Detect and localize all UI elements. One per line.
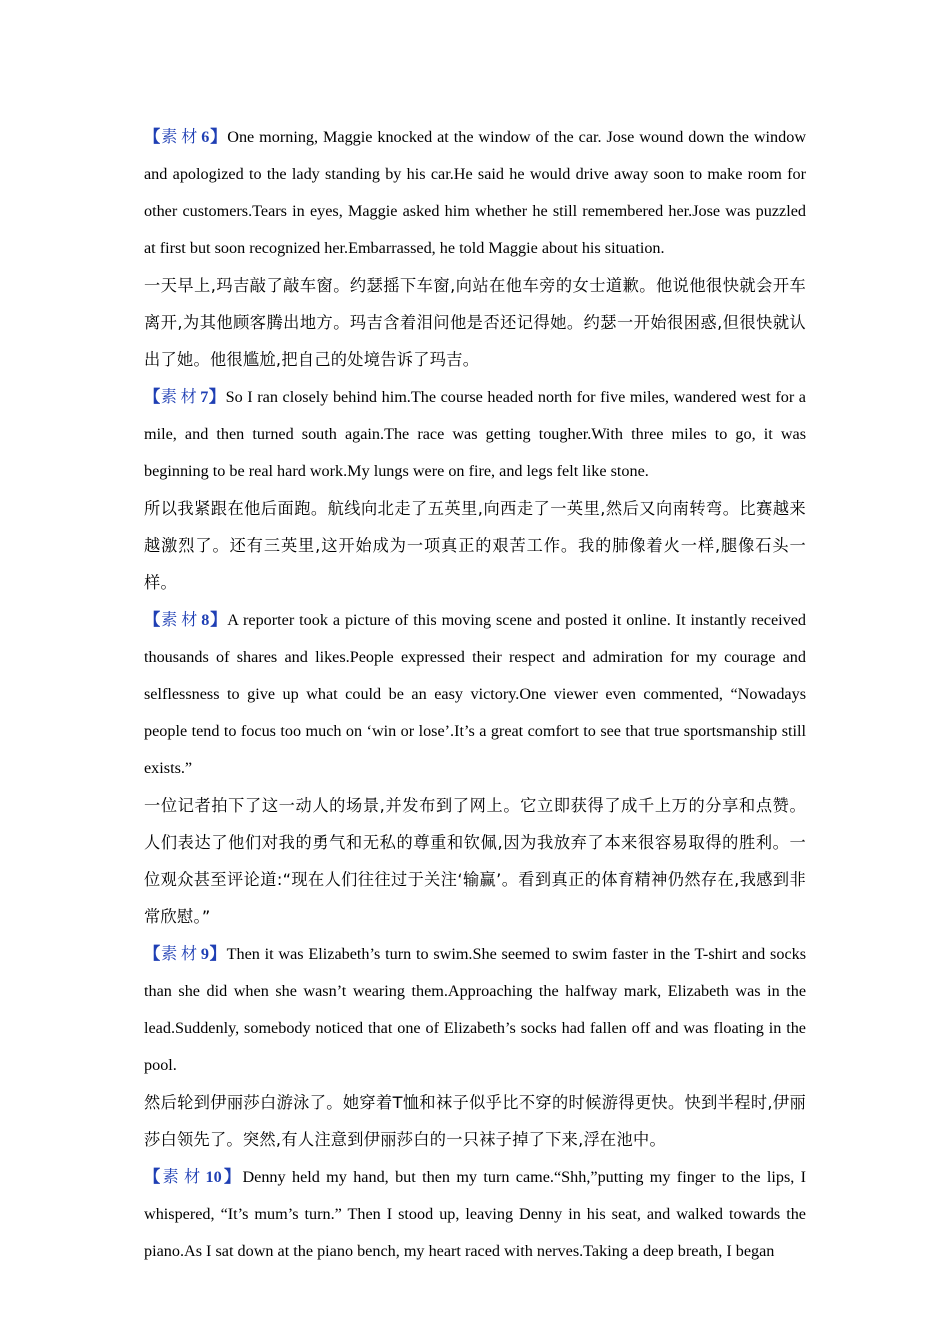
material-english-text: Then it was Elizabeth’s turn to swim.She seemed to swim faster in the T-shirt and socks than she did when she wasn’t wearing them.Approaching the halfway mark, Elizabeth was in the lead.Suddenly, somebody noticed that one of Elizabeth’s socks had fallen off and was floating in the pool. (144, 945, 807, 1074)
material-english-text: Denny held my hand, but then my turn came.“Shh,”putting my finger to the lips, I whispered, “It’s mum’s turn.” Then I stood up, leaving Denny in his seat, and walked towards the piano.As I sat down at the piano bench, my heart raced with nerves.Taking a deep breath, I began (144, 1168, 807, 1260)
material-label: 【素材6】 (144, 127, 228, 146)
material-english-text: A reporter took a picture of this moving scene and posted it online. It instantly received thousands of shares and likes.People expressed their respect and admiration for my courage and selflessness to give up what could be an easy victory.One viewer even commented, “Nowadays people tend to focus too much on ‘win or lose’.It’s a great comfort to see that true sportsmanship still exists.” (144, 611, 807, 777)
material-label: 【素材7】 (144, 387, 226, 406)
document-page (144, 118, 806, 1270)
material-chinese: 一位记者拍下了这一动人的场景,并发布到了网上。它立即获得了成千上万的分享和点赞。人们表达了他们对我的勇气和无私的尊重和钦佩,因为我放弃了本来很容易取得的胜利。一位观众甚至评论道:“现在人们往往过于关注‘输赢’。看到真正的体育精神仍然存在,我感到非常欣慰。” (144, 796, 806, 926)
material-block-9 (144, 935, 806, 1158)
material-block-8 (144, 601, 806, 935)
material-english (144, 601, 806, 787)
material-english (144, 118, 806, 267)
material-english-text: One morning, Maggie knocked at the window of the car. Jose wound down the window and apologized to the lady standing by his car.He said he would drive away soon to make room for other customers.Tears in eyes, Maggie asked him whether he still remembered her.Jose was puzzled at first but soon recognized her.Embarrassed, he told Maggie about his situation. (144, 128, 807, 257)
material-label: 【素材10】 (144, 1167, 243, 1186)
material-english-text: So I ran closely behind him.The course headed north for five miles, wandered west for a mile, and then turned south again.The race was getting tougher.With three miles to go, it was beginning to be real hard work.My lungs were on fire, and legs felt like stone. (144, 388, 806, 480)
material-chinese: 所以我紧跟在他后面跑。航线向北走了五英里,向西走了一英里,然后又向南转弯。比赛越来越激烈了。还有三英里,这开始成为一项真正的艰苦工作。我的肺像着火一样,腿像石头一样。 (144, 499, 806, 592)
material-block-6 (144, 118, 806, 378)
material-english (144, 1158, 806, 1270)
material-label: 【素材9】 (144, 944, 227, 963)
material-english (144, 935, 806, 1084)
material-chinese: 然后轮到伊丽莎白游泳了。她穿着T恤和袜子似乎比不穿的时候游得更快。快到半程时,伊丽莎白领先了。突然,有人注意到伊丽莎白的一只袜子掉了下来,浮在池中。 (144, 1093, 806, 1149)
material-label: 【素材8】 (144, 610, 228, 629)
material-block-7 (144, 378, 806, 601)
material-block-10 (144, 1158, 806, 1270)
material-chinese: 一天早上,玛吉敲了敲车窗。约瑟摇下车窗,向站在他车旁的女士道歉。他说他很快就会开车离开,为其他顾客腾出地方。玛吉含着泪问他是否还记得她。约瑟一开始很困惑,但很快就认出了她。他很尴尬,把自己的处境告诉了玛吉。 (144, 276, 806, 369)
material-english (144, 378, 806, 490)
